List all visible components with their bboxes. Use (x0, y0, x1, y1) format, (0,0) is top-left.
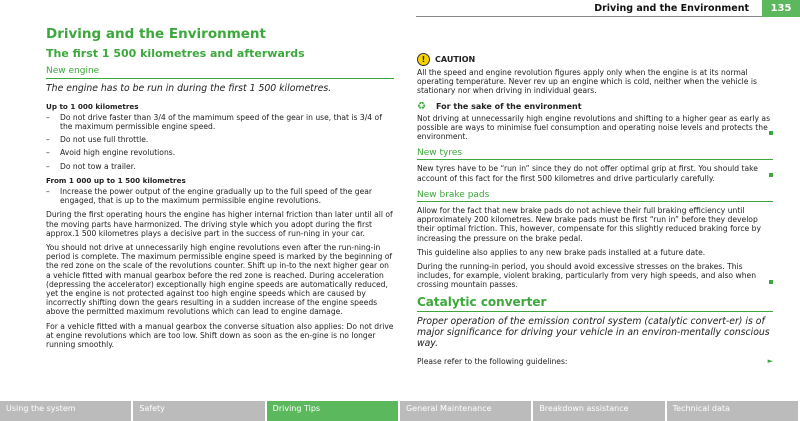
caution-text: All the speed and engine revolution figures apply only when the engine is at its normal operating temperature. Never rev up an engine which is cold, neither when the vehicle is stationary nor when driving in individual gears. (417, 68, 757, 96)
catalytic-intro: Proper operation of the emission control system (catalytic convert-er) is of major significance for driving your vehicle in an environ-mentally conscious way. (417, 315, 770, 349)
section-end-marker (769, 131, 773, 135)
right-column (417, 53, 773, 371)
continue-arrow-icon: ► (767, 356, 773, 365)
caution-label: CAUTION (435, 54, 476, 64)
list-item: – Increase the power output of the engine gradually up to the full speed of the gear engaged, that is up to the maximum permissible engine revolutions. (46, 187, 394, 205)
warning-icon: ! (417, 53, 430, 66)
section-title: The first 1 500 kilometres and afterwards (46, 47, 305, 61)
tab-breakdown-assistance[interactable]: Breakdown assistance (533, 401, 666, 421)
environment-icon: ♻ (417, 100, 426, 112)
tyres-heading: New tyres (417, 149, 773, 160)
running-header-title: Driving and the Environment (594, 3, 749, 14)
page-number: 135 (762, 0, 800, 17)
catalytic-rule (417, 311, 773, 312)
list-item: – Do not use full throttle. (46, 135, 394, 144)
brakes-block (417, 262, 773, 290)
environment-block (417, 114, 773, 142)
up-to-list (46, 113, 394, 171)
tab-safety[interactable]: Safety (133, 401, 266, 421)
environment-text: Not driving at unnecessarily high engine revolutions and shifting to a higher gear as early as possible are ways to minimise fuel consumption and operating noise levels and protects the environment. (417, 113, 771, 142)
catalytic-block (417, 357, 773, 366)
footer-tabs (0, 401, 800, 421)
engine-heading: New engine (46, 67, 394, 78)
from-list (46, 187, 394, 205)
brakes-text-2: This guideline also applies to any new brake pads installed at a future date. (417, 247, 706, 257)
tab-driving-tips[interactable]: Driving Tips (267, 401, 400, 421)
up-to-label: Up to 1 000 kilometres (46, 101, 139, 111)
caution-header (417, 53, 773, 66)
brakes-text-1: Allow for the fact that new brake pads do not achieve their full braking efficiency until approximately 200 kilometres. New brake pads must be first “run in” before they develop their optimal friction. This, however, compensate for this slightly reduced braking force by increasing the pressure on the brake pedal. (417, 206, 761, 243)
paragraph-revolutions: You should not drive at unnecessarily high engine revolutions even after the run-ning-in period is complete. The maximum permissible engine speed is marked by the beginning of the red zone on the scale of the revolutions counter. Shift up in-to the next higher gear on a vehicle fitted with manual gearbox before the red zone is reached. During acceleration (depressing the accelerator) exceptionally high engine speeds are automatically reduced, yet the engine is not protected against too high engine speeds which are caused by incorrectly shifting down the gears resulting in a sudden increase of the engine speeds above the permitted maximum revolutions which can lead to engine damage. (46, 243, 393, 317)
list-item: – Do not drive faster than 3/4 of the mamimum speed of the gear in use, that is 3/4 of the maximum permissible engine speed. (46, 113, 394, 131)
catalytic-text: Please refer to the following guidelines: (417, 356, 568, 366)
section-end-marker (769, 173, 773, 177)
tab-general-maintenance[interactable]: General Maintenance (400, 401, 533, 421)
engine-intro: The engine has to be run in during the first 1 500 kilometres. (46, 82, 332, 94)
tyres-block (417, 164, 773, 182)
left-column (46, 26, 394, 354)
catalytic-heading: Catalytic converter (417, 294, 547, 309)
paragraph-friction: During the first operating hours the engine has higher internal friction than later until all of the moving parts have harmonized. The driving style which you adopt during the first approx.1 500 kilometres plays a decisive part in the success of run-ning in your car. (46, 210, 393, 238)
page-title: Driving and the Environment (46, 26, 266, 42)
from-label: From 1 000 up to 1 500 kilometres (46, 175, 186, 185)
list-item: – Do not tow a trailer. (46, 162, 394, 171)
header-rule (416, 16, 762, 17)
section-end-marker (769, 280, 773, 284)
tab-technical-data[interactable]: Technical data (667, 401, 800, 421)
environment-label: For the sake of the environment (436, 101, 582, 111)
brakes-text-3: During the running-in period, you should avoid excessive stresses on the brakes. This includes, for example, violent braking, particularly from very high speeds, and also when crossing mountain passes. (417, 262, 757, 290)
paragraph-manual-gearbox: For a vehicle fitted with a manual gearbox the converse situation also applies: Do not drive at engine revolutions which are too low. Shift down as soon as the en-gine is no longer running smoothly. (46, 321, 394, 350)
tyres-text: New tyres have to be “run in” since they do not offer optimal grip at first. You should take account of this fact for the first 500 kilometres and drive particularly carefully. (417, 164, 758, 183)
brakes-heading: New brake pads (417, 191, 773, 202)
list-item: – Avoid high engine revolutions. (46, 148, 394, 157)
environment-header (417, 101, 773, 112)
tab-using-the-system[interactable]: Using the system (0, 401, 133, 421)
